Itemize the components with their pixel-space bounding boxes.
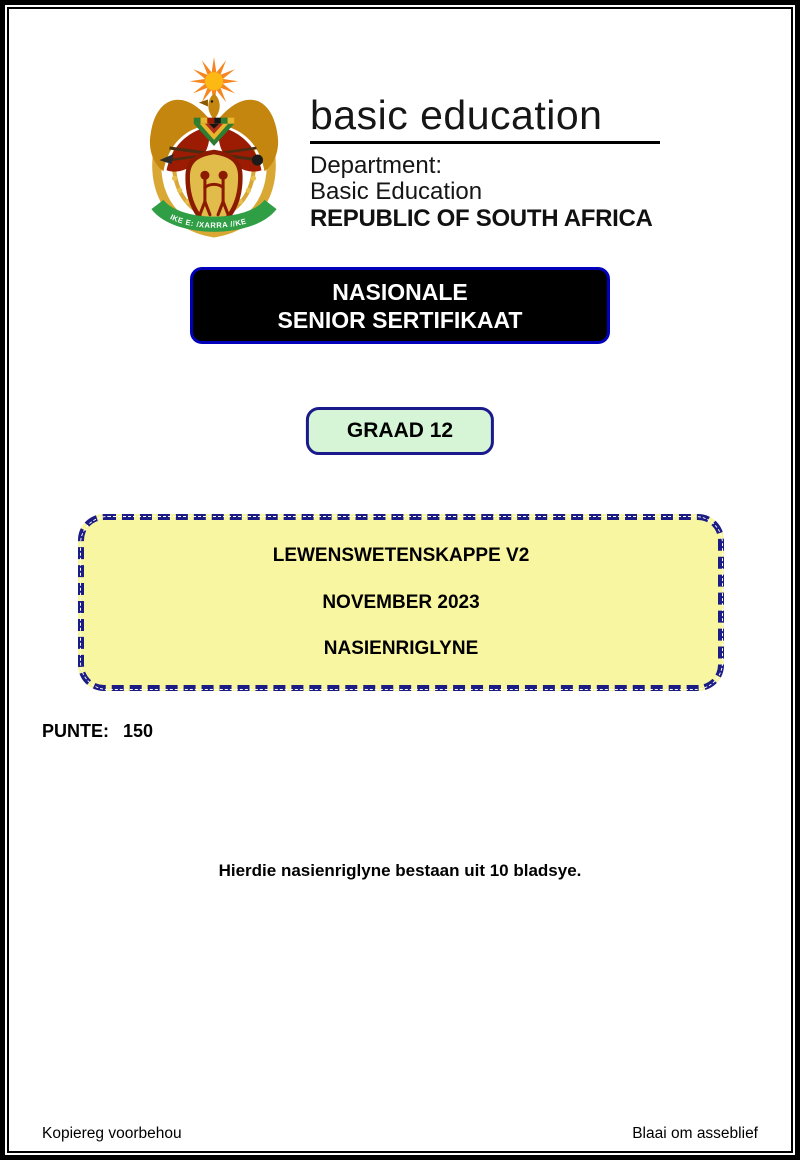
marks-value: 150 [123, 721, 154, 741]
department-header [310, 92, 680, 233]
brand-wordmark: basic education [310, 92, 603, 138]
marks-line [42, 721, 153, 742]
copyright-note: Kopiereg voorbehou [42, 1125, 182, 1142]
grade-label: GRAAD 12 [346, 419, 454, 442]
turn-over-note: Blaai om asseblief [632, 1125, 758, 1142]
exam-subject: LEWENSWETENSKAPPE V2 [272, 544, 530, 566]
coat-of-arms-motto: IKE E: /XARRA //KE [168, 212, 248, 230]
grade-badge [306, 407, 494, 455]
banner-line1: NASIONALE [332, 278, 468, 305]
pages-note: Hierdie nasienriglyne bestaan uit 10 bladsye. [218, 861, 582, 880]
brand-underline [310, 141, 660, 144]
department-name: Basic Education [310, 178, 483, 205]
national-certificate-banner [190, 267, 610, 344]
marks-label: PUNTE: [42, 721, 109, 741]
page-footer [42, 1125, 758, 1143]
department-label: Department: [310, 152, 443, 179]
south-africa-coat-of-arms-icon [143, 55, 285, 247]
exam-doc-type: NASIENRIGLYNE [323, 638, 479, 660]
exam-session: NOVEMBER 2023 [322, 591, 480, 613]
country-name: REPUBLIC OF SOUTH AFRICA [310, 205, 653, 232]
exam-details-box [78, 514, 724, 691]
banner-line2: SENIOR SERTIFIKAAT [277, 306, 523, 333]
